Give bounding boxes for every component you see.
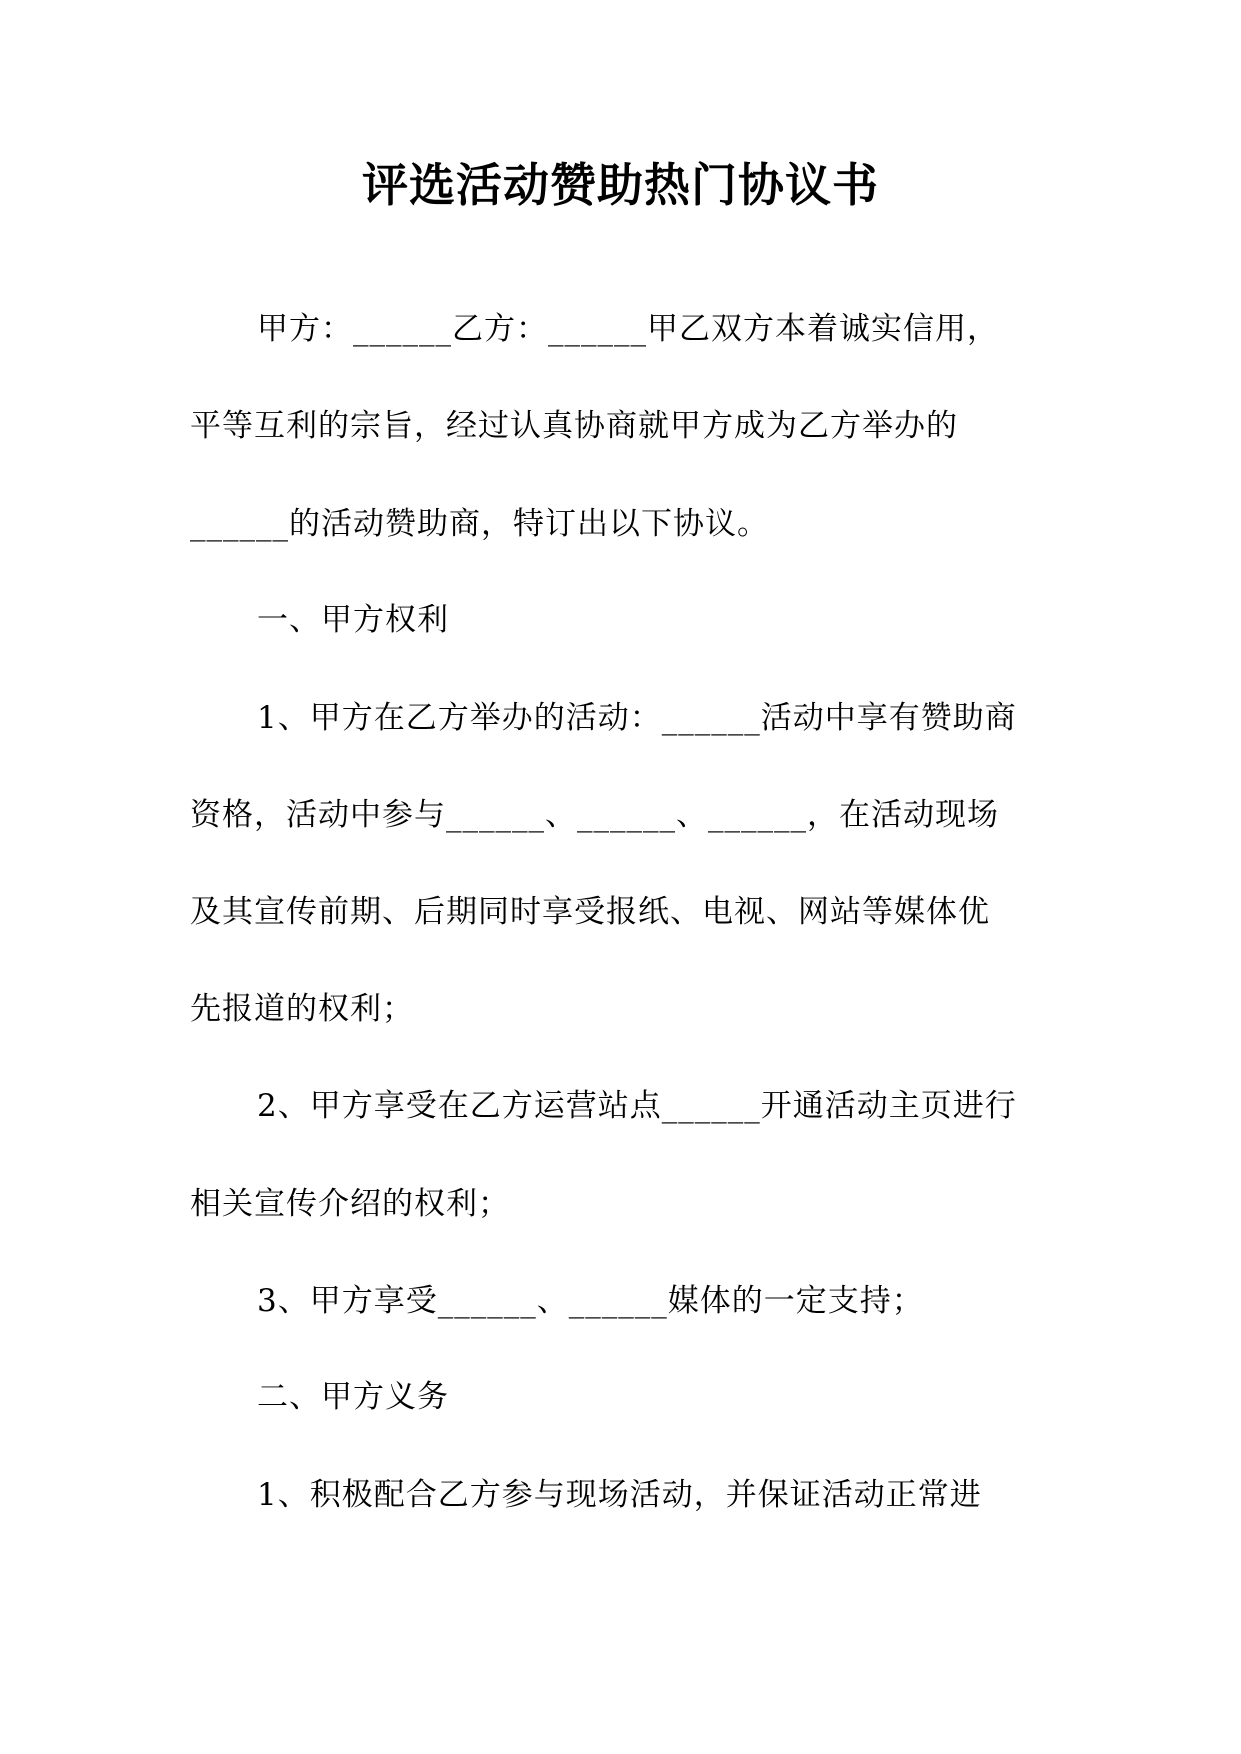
document-title: 评选活动赞助热门协议书	[362, 158, 879, 212]
clause-1-line-2: 资格，活动中参与______、______、______，在活动现场	[190, 797, 999, 833]
clause-2-line-1: 2、甲方享受在乙方运营站点______开通活动主页进行	[257, 1088, 1017, 1124]
paragraph-line-2: 平等互利的宗旨，经过认真协商就甲方成为乙方举办的	[190, 408, 958, 444]
paragraph-line-1: 甲方：______乙方：______甲乙双方本着诚实信用，	[257, 311, 999, 347]
clause-1-line-4: 先报道的权利；	[190, 991, 414, 1027]
section-heading-party-a-rights: 一、甲方权利	[257, 602, 449, 638]
obligation-1-line-1: 1、积极配合乙方参与现场活动，并保证活动正常进	[257, 1477, 982, 1513]
clause-2-line-2: 相关宣传介绍的权利；	[190, 1186, 510, 1222]
clause-1-line-1: 1、甲方在乙方举办的活动：______活动中享有赞助商	[257, 700, 1017, 736]
section-heading-party-a-obligations: 二、甲方义务	[257, 1379, 449, 1415]
clause-3-line-1: 3、甲方享受______、______媒体的一定支持；	[257, 1283, 924, 1319]
paragraph-line-3: ______的活动赞助商，特订出以下协议。	[190, 506, 769, 542]
clause-1-line-3: 及其宣传前期、后期同时享受报纸、电视、网站等媒体优	[190, 894, 990, 930]
